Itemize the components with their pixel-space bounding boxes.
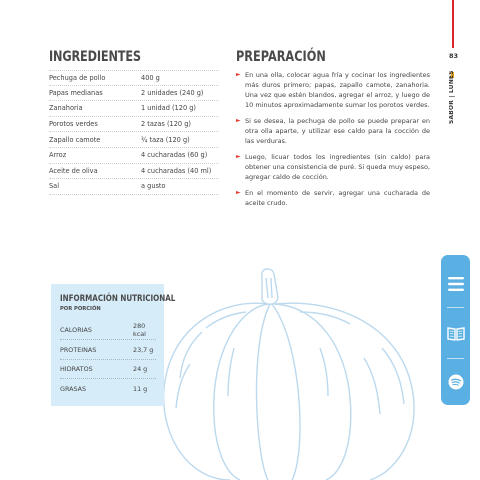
bullet-arrow-icon: ► <box>236 117 241 124</box>
nutrition-row <box>60 379 156 398</box>
nutrition-label: PROTEINAS <box>60 346 97 354</box>
nav-divider <box>447 358 464 359</box>
ingredient-qty: 4 cucharadas (40 ml) <box>141 166 212 175</box>
preparation-heading: PREPARACIÓN <box>236 49 326 65</box>
nutrition-subtitle: POR PORCIÓN <box>60 306 101 312</box>
ingredient-qty: 2 tazas (120 g) <box>141 120 191 129</box>
ingredient-qty: 4 cucharadas (60 g) <box>141 151 208 160</box>
nutrition-row <box>60 341 156 360</box>
bullet-arrow-icon: ► <box>236 71 241 78</box>
ingredient-row <box>49 132 219 148</box>
nutrition-box <box>51 284 176 406</box>
spotify-button[interactable] <box>441 367 470 397</box>
nutrition-value: 23,7 g <box>133 346 154 354</box>
ingredient-row <box>49 101 219 117</box>
preparation-steps <box>236 70 430 214</box>
nutrition-row <box>60 321 156 340</box>
ingredients-table <box>49 70 219 195</box>
step-text: En una olla, colocar agua fría y cocinar los ingredientes más duros primero; papas, zapallo camote, zanahoria. Una vez que estén blandos, agregar el arroz, y luego de 10 minutos aproximadamente sumar los porotos verdes. <box>245 71 430 109</box>
ingredient-name: Pechuga de pollo <box>49 73 106 82</box>
nutrition-label: CALORIAS <box>60 326 92 334</box>
ingredient-name: Arroz <box>49 151 67 160</box>
spotify-icon <box>448 374 464 390</box>
ingredient-name: Sal <box>49 182 60 191</box>
ingredient-name: Zanahoria <box>49 104 83 113</box>
bullet-arrow-icon: ► <box>236 189 241 196</box>
step-text: Luego, licuar todos los ingredientes (sin caldo) para obtener una consistencia de puré. Si queda muy espeso, agregar caldo de cocción. <box>245 153 430 181</box>
book-button[interactable] <box>441 319 470 349</box>
ingredient-row <box>49 70 219 86</box>
nutrition-row <box>60 360 156 379</box>
ingredient-row <box>49 86 219 102</box>
ingredient-qty: a gusto <box>141 182 166 191</box>
ingredient-qty: ¾ taza (120 g) <box>141 135 190 144</box>
menu-icon <box>448 277 464 291</box>
nutrition-label: GRASAS <box>60 384 87 393</box>
ingredient-name: Porotos verdes <box>49 120 98 129</box>
nutrition-value: 11 g <box>133 384 148 393</box>
ingredient-row <box>49 148 219 164</box>
page-number: 83 <box>449 52 459 60</box>
preparation-step <box>236 188 430 208</box>
step-text: En el momento de servir, agregar una cucharada de aceite crudo. <box>245 189 430 207</box>
nutrition-value: 24 g <box>133 365 148 373</box>
ingredient-row <box>49 164 219 180</box>
preparation-step <box>236 70 430 110</box>
ingredient-qty: 1 unidad (120 g) <box>141 104 197 113</box>
section-title: SABOR | LUNES <box>449 70 455 124</box>
preparation-step <box>236 116 430 146</box>
ingredient-name: Aceite de oliva <box>49 166 98 175</box>
ingredients-heading: INGREDIENTES <box>49 49 141 65</box>
nutrition-value: 280 kcal <box>133 322 146 338</box>
menu-button[interactable] <box>441 269 470 299</box>
nutrition-label: HIDRATOS <box>60 365 93 373</box>
ingredient-row <box>49 179 219 195</box>
preparation-step <box>236 152 430 182</box>
ingredient-name: Zapallo camote <box>49 135 101 144</box>
ingredient-name: Papas medianas <box>49 88 103 97</box>
book-icon <box>447 327 465 341</box>
pumpkin-illustration <box>150 268 450 480</box>
ingredient-row <box>49 117 219 133</box>
ingredient-qty: 2 unidades (240 g) <box>141 88 204 97</box>
side-navigation <box>441 255 470 405</box>
ingredient-qty: 400 g <box>141 73 160 82</box>
page-accent-line <box>452 0 454 48</box>
nav-divider <box>447 307 464 308</box>
bullet-arrow-icon: ► <box>236 153 241 160</box>
nutrition-title: INFORMACIÓN NUTRICIONAL <box>60 293 176 304</box>
step-text: Si se desea, la pechuga de pollo se puede preparar en otra olla aparte, y utilizar ese caldo para la cocción de las verduras. <box>245 117 430 145</box>
